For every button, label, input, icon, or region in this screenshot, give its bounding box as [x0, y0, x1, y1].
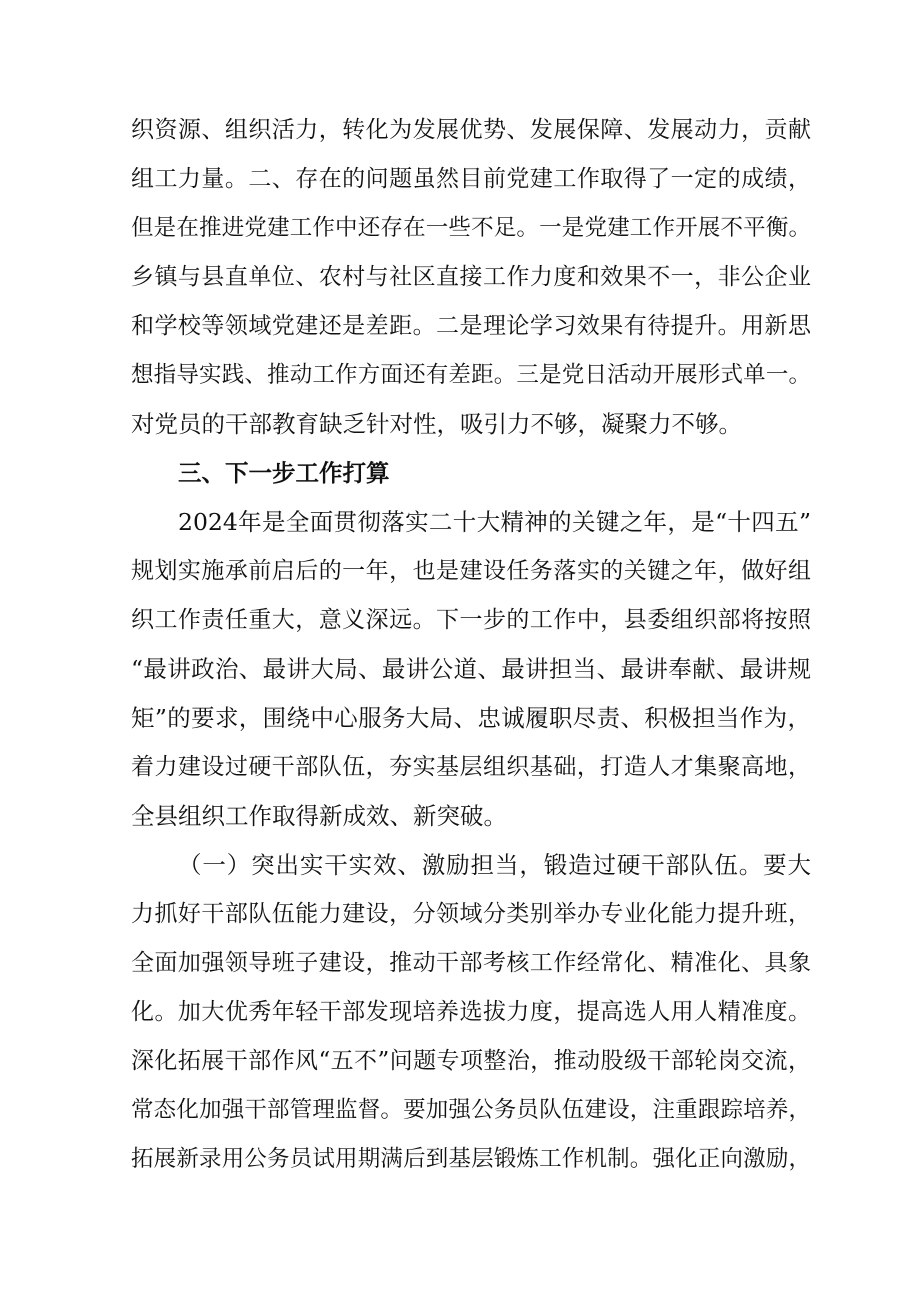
paragraph-line: 着力建设过硬干部队伍，夯实基层组织基础，打造人才集聚高地，	[131, 754, 811, 780]
paragraph-line: 对党员的干部教育缺乏针对性，吸引力不够，凝聚力不够。	[131, 410, 742, 438]
paragraph-line: 织资源、组织活力，转化为发展优势、发展保障、发展动力，贡献	[131, 117, 811, 143]
paragraph-line: 常态化加强干部管理监督。要加强公务员队伍建设，注重跟踪培养，	[131, 1097, 811, 1123]
paragraph-line: 想指导实践、推动工作方面还有差距。三是党日活动开展形式单一。	[131, 362, 811, 388]
paragraph-line: 织工作责任重大，意义深远。下一步的工作中，县委组织部将按照	[131, 607, 811, 633]
paragraph-line: 深化拓展干部作风“五不”问题专项整治，推动股级干部轮岗交流，	[131, 1048, 811, 1074]
paragraph-line: 组工力量。二、存在的问题虽然目前党建工作取得了一定的成绩，	[131, 166, 811, 192]
paragraph-line: 化。加大优秀年轻干部发现培养选拔力度，提高选人用人精准度。	[131, 999, 811, 1025]
paragraph-line: 全县组织工作取得新成效、新突破。	[131, 802, 507, 830]
paragraph-line: “最讲政治、最讲大局、最讲公道、最讲担当、最讲奉献、最讲规	[131, 655, 811, 683]
paragraph-line: 矩”的要求，围绕中心服务大局、忠诚履职尽责、积极担当作为，	[131, 704, 811, 732]
paragraph-line: 但是在推进党建工作中还存在一些不足。一是党建工作开展不平衡。	[131, 215, 811, 241]
paragraph-line: 规划实施承前启后的一年，也是建设任务落实的关键之年，做好组	[131, 558, 811, 584]
paragraph-line: 全面加强领导班子建设，推动干部考核工作经常化、精准化、具象	[131, 950, 811, 976]
paragraph-line: （一）突出实干实效、激励担当，锻造过硬干部队伍。要大	[178, 851, 811, 879]
section-heading: 三、下一步工作打算	[178, 459, 390, 487]
paragraph-line: 和学校等领域党建还是差距。二是理论学习效果有待提升。用新思	[131, 313, 811, 339]
paragraph-line: 乡镇与县直单位、农村与社区直接工作力度和效果不一，非公企业	[131, 264, 811, 290]
paragraph-line: 力抓好干部队伍能力建设，分领域分类别举办专业化能力提升班，	[131, 901, 811, 927]
paragraph-line: 2024年是全面贯彻落实二十大精神的关键之年，是“十四五”	[178, 508, 811, 536]
paragraph-line: 拓展新录用公务员试用期满后到基层锻炼工作机制。强化正向激励，	[131, 1146, 811, 1172]
